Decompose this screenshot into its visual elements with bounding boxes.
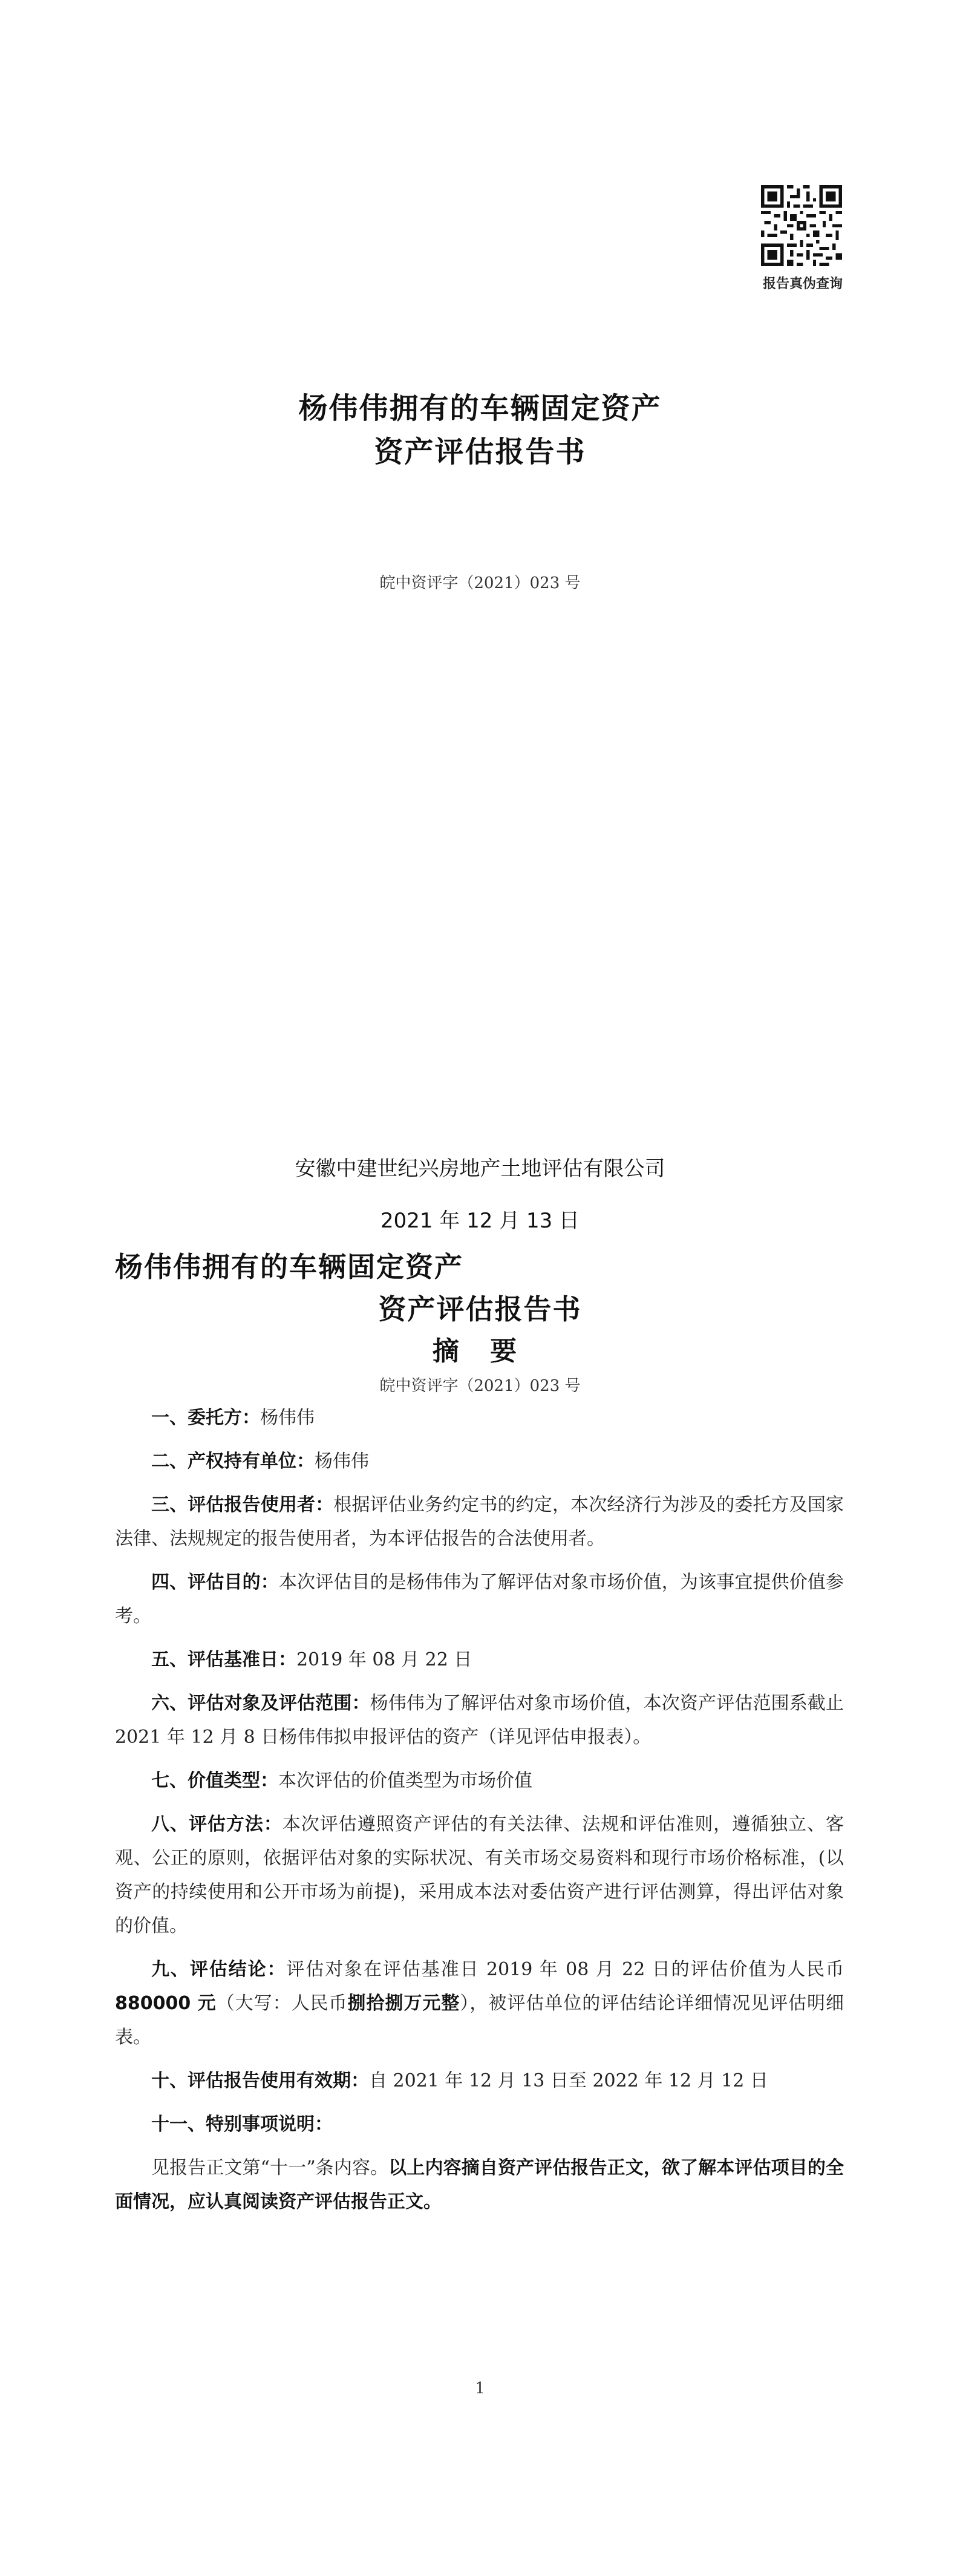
item-heading: 十一、特别事项说明： bbox=[151, 2114, 333, 2135]
summary-item bbox=[115, 2064, 844, 2098]
item-text: 自 2021 年 12 月 13 日至 2022 年 12 月 12 日 bbox=[369, 2070, 768, 2091]
item-heading: 八、评估方法： bbox=[151, 1814, 282, 1835]
item-heading: 三、评估报告使用者： bbox=[151, 1494, 334, 1515]
closing-text: 见报告正文第“十一”条内容。 bbox=[151, 2157, 389, 2179]
summary-title-line2: 资产评估报告书 bbox=[378, 1293, 582, 1326]
item-heading: 一、委托方： bbox=[151, 1407, 260, 1428]
item-text: 杨伟伟为了解评估对象市场价值，本次资产评估范围系截止 2021 年 12 月 8 日杨伟伟拟申报评估的资产（详见评估申报表）。 bbox=[115, 1693, 844, 1748]
item-text: 2019 年 08 月 22 日 bbox=[296, 1649, 472, 1670]
item-text: 本次评估遵照资产评估的有关法律、法规和评估准则，遵循独立、客观、公正的原则，依据评估对象的实际状况、有关市场交易资料和现行市场价格标准，(以资产的持续使用和公开市场为前提)，采用成本法对委估资产进行评估测算，得出评估对象的价值。 bbox=[115, 1814, 844, 1937]
summary-body bbox=[115, 1401, 844, 2229]
summary-doc-number: 皖中资评字（2021）023 号 bbox=[379, 1377, 581, 1395]
qr-caption: 报告真伪查询 bbox=[762, 276, 843, 292]
item-heading: 九、评估结论： bbox=[151, 1959, 287, 1980]
item-text: 本次评估目的是杨伟伟为了解评估对象市场价值，为该事宜提供价值参考。 bbox=[115, 1572, 844, 1627]
item-heading: 十、评估报告使用有效期： bbox=[151, 2070, 369, 2091]
summary-item bbox=[115, 2108, 844, 2142]
item-text: 本次评估的价值类型为市场价值 bbox=[278, 1770, 532, 1791]
abstract-label: 摘 要 bbox=[432, 1336, 528, 1367]
summary-item bbox=[115, 1566, 844, 1633]
summary-item bbox=[115, 1401, 844, 1435]
valuation-amount-words: 捌拾捌万元整 bbox=[347, 1993, 460, 2014]
summary-item bbox=[115, 1687, 844, 1754]
summary-item bbox=[115, 1808, 844, 1943]
item-text: 杨伟伟 bbox=[315, 1451, 369, 1472]
item-heading: 五、评估基准日： bbox=[151, 1649, 296, 1670]
summary-title-line1: 杨伟伟拥有的车辆固定资产 bbox=[115, 1250, 463, 1283]
item-heading: 六、评估对象及评估范围： bbox=[151, 1693, 370, 1714]
closing-paragraph bbox=[115, 2151, 844, 2219]
summary-item bbox=[115, 1764, 844, 1798]
item-heading: 二、产权持有单位： bbox=[151, 1451, 315, 1472]
cover-doc-number: 皖中资评字（2021）023 号 bbox=[379, 574, 581, 592]
item-heading: 四、评估目的： bbox=[151, 1572, 279, 1593]
item-text: ），被评估单位的评估结论详细情况见评估明细表。 bbox=[115, 1993, 844, 2048]
closing-bold-text: 以上内容摘自资产评估报告正文，欲了解本评估项目的全面情况，应认真阅读资产评估报告正文。 bbox=[115, 2157, 844, 2212]
summary-item bbox=[115, 1643, 844, 1677]
valuation-amount: 880000 元 bbox=[115, 1993, 217, 2014]
cover-title-line1: 杨伟伟拥有的车辆固定资产 bbox=[298, 391, 662, 425]
item-text: （大写：人民币 bbox=[216, 1993, 348, 2014]
company-name: 安徽中建世纪兴房地产土地评估有限公司 bbox=[295, 1157, 665, 1181]
cover-title-line2: 资产评估报告书 bbox=[374, 435, 586, 469]
item-text: 杨伟伟 bbox=[260, 1407, 315, 1428]
qr-code-icon[interactable] bbox=[761, 185, 842, 266]
summary-item bbox=[115, 1488, 844, 1556]
page-number: 1 bbox=[475, 2379, 485, 2398]
report-date: 2021 年 12 月 13 日 bbox=[380, 1209, 580, 1233]
summary-item-conclusion bbox=[115, 1953, 844, 2055]
item-text: 评估对象在评估基准日 2019 年 08 月 22 日的评估价值为人民币 bbox=[286, 1959, 844, 1980]
item-text: 根据评估业务约定书的约定，本次经济行为涉及的委托方及国家法律、法规规定的报告使用者，为本评估报告的合法使用者。 bbox=[115, 1494, 844, 1549]
summary-item bbox=[115, 1445, 844, 1479]
item-heading: 七、价值类型： bbox=[151, 1770, 278, 1791]
